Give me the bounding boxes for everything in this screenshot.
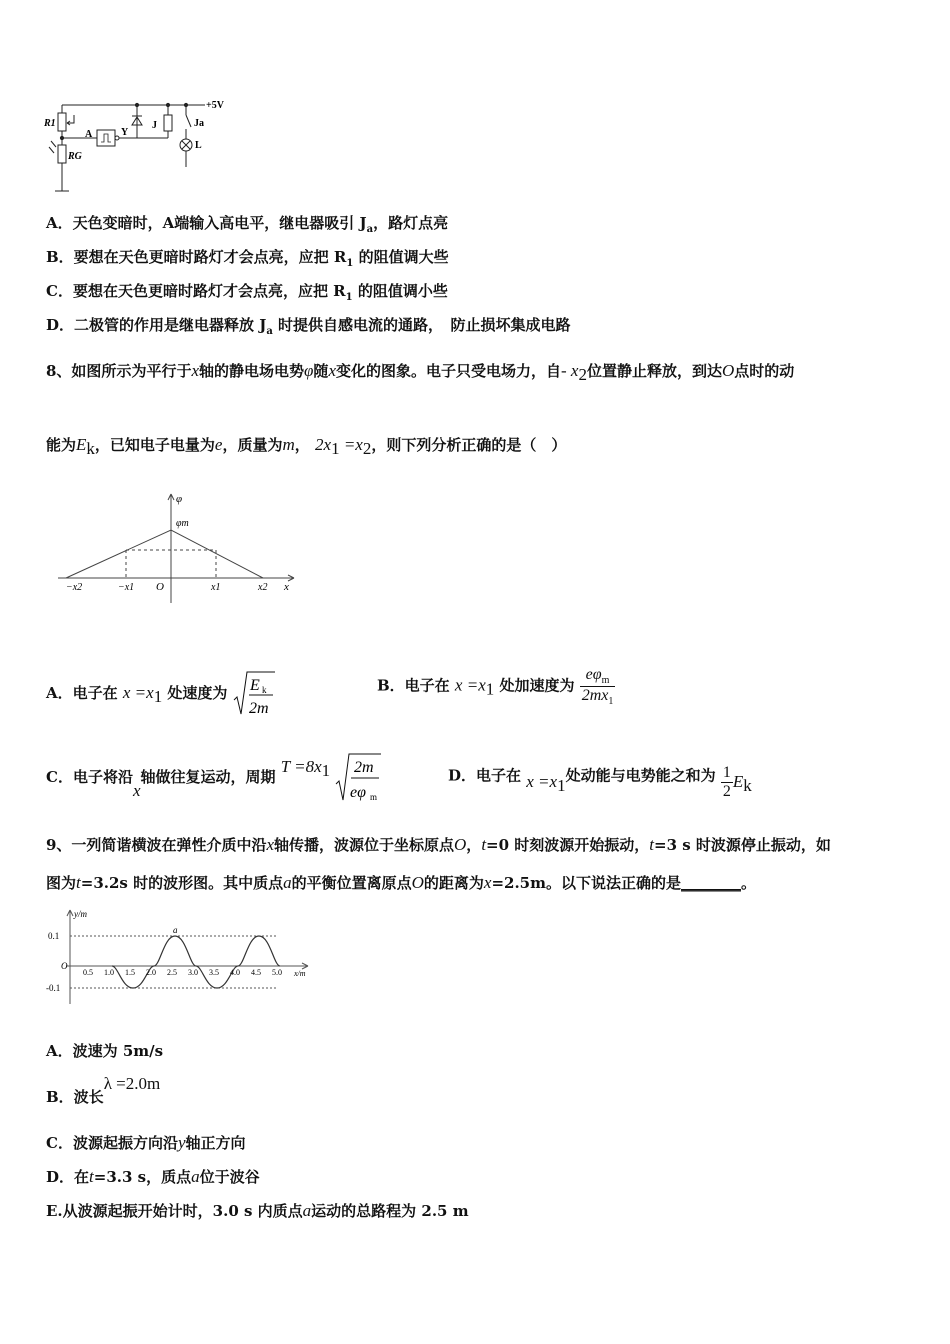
x-tick: 5.0 bbox=[272, 968, 282, 977]
supply-label: +5V bbox=[206, 100, 224, 111]
q7-option-c: C．要想在天色更暗时路灯才会点亮，应把 $R_1$ 的阻值调小些 bbox=[46, 282, 448, 303]
fraction-e-phi-over-2mx: $\frac{e\varphi_m}{2mx_1}$ bbox=[581, 666, 614, 708]
sqrt-ek-over-2m bbox=[233, 668, 275, 720]
q8-option-d: D．电子在 $x =x_1$处动能与电势能之和为 $\frac{1}{2}$ $E_k$ bbox=[448, 764, 752, 800]
q9-option-b: B．波长λ =2.0m bbox=[46, 1074, 161, 1106]
x-tick: 2.5 bbox=[167, 968, 177, 977]
q7-option-d: D．二极管的作用是继电器释放 $J_a$ 时提供自感电流的通路， 防止损坏集成电路 bbox=[46, 316, 571, 337]
y-axis-label: φ bbox=[176, 493, 183, 505]
svg-text:2m: 2m bbox=[248, 700, 269, 717]
sqrt-2m-over-e-phi bbox=[335, 750, 381, 806]
q9-stem-line1: 9、一列简谐横波在弹性介质中沿x轴传播，波源位于坐标原点O，t=0 时刻波源开始振动，t=3 s 时波源停止振动，如 bbox=[46, 835, 831, 854]
point-a-label: a bbox=[173, 925, 178, 935]
peak-label: φm bbox=[176, 518, 189, 529]
j-label: J bbox=[152, 120, 157, 131]
x-axis-label: x bbox=[284, 581, 289, 593]
ja-label: Ja bbox=[194, 118, 204, 129]
tick-origin: O bbox=[156, 581, 164, 593]
wave-curve bbox=[112, 936, 280, 988]
l-label: L bbox=[195, 140, 202, 151]
wave-x-label: x/m bbox=[294, 969, 306, 978]
x-tick: 1.5 bbox=[125, 968, 135, 977]
a-label: A bbox=[85, 129, 93, 140]
y-label: Y bbox=[121, 127, 129, 138]
y-tick-neg: -0.1 bbox=[46, 983, 61, 993]
q8-stem-line2: 能为$E_k$，已知电子电量为e，质量为m， $2x_1 =x_2$，则下列分析正确的是（ ） bbox=[46, 435, 567, 458]
wave-y-label: y/m bbox=[74, 909, 87, 919]
q9-option-e: E.从波源起振开始计时，3.0 s 内质点a运动的总路程为 2.5 m bbox=[46, 1201, 469, 1220]
x-tick: 3.0 bbox=[188, 968, 198, 977]
potential-graph bbox=[58, 488, 308, 608]
svg-text:k: k bbox=[261, 685, 267, 695]
r1-label: R1 bbox=[44, 118, 56, 129]
y-tick-pos: 0.1 bbox=[48, 931, 60, 941]
potential-curve bbox=[66, 530, 263, 578]
y-tick-origin: O bbox=[61, 961, 68, 971]
x-tick: 2.0 bbox=[146, 968, 156, 977]
rg-label: RG bbox=[68, 151, 82, 162]
svg-text:m: m bbox=[370, 792, 378, 802]
q8-option-b: B．电子在 $x =x_1$ 处加速度为 $\frac{e\varphi_m}{2mx_1}$ bbox=[377, 666, 614, 708]
q9-option-c: C．波源起振方向沿y轴正方向 bbox=[46, 1133, 246, 1152]
q8-option-a: A．电子在 $x =x_1$ 处速度为 E k 2m bbox=[46, 668, 275, 720]
wave-graph bbox=[46, 906, 318, 1008]
answer-blank: ________ bbox=[681, 874, 741, 892]
tick-x1: x1 bbox=[211, 582, 221, 593]
tick-x2: x2 bbox=[258, 582, 268, 593]
svg-text:E: E bbox=[249, 677, 260, 694]
q8-stem-line1: 8、如图所示为平行于x轴的静电场电势φ随x变化的图象。电子只受电场力，自- $x_2$位置静止释放，到达O点时的动 bbox=[46, 361, 795, 384]
x-tick: 3.5 bbox=[209, 968, 219, 977]
circuit-diagram bbox=[40, 95, 250, 200]
q9-option-d: D．在t=3.3 s，质点a位于波谷 bbox=[46, 1167, 260, 1186]
q7-option-a: A．天色变暗时，A端输入高电平，继电器吸引 $J_a$，路灯点亮 bbox=[46, 214, 449, 235]
x-tick: 1.0 bbox=[104, 968, 114, 977]
q8-option-c: C．电子将沿x轴做往复运动，周期 $T =8x_1$ 2m eφ m bbox=[46, 750, 381, 806]
q7-option-b: B．要想在天色更暗时路灯才会点亮，应把 $R_1$ 的阻值调大些 bbox=[46, 248, 449, 269]
tick-neg-x2: −x2 bbox=[66, 582, 83, 593]
fraction-one-half: $\frac{1}{2}$ bbox=[722, 764, 731, 800]
q9-stem-line2: 图为t=3.2s 时的波形图。其中质点a的平衡位置离原点O的距离为x=2.5m。以下说法正确的是________。 bbox=[46, 873, 757, 892]
x-tick: 0.5 bbox=[83, 968, 93, 977]
q9-option-a: A．波速为 5m/s bbox=[46, 1042, 164, 1060]
x-tick: 4.0 bbox=[230, 968, 240, 977]
svg-text:2m: 2m bbox=[354, 759, 374, 776]
x-tick: 4.5 bbox=[251, 968, 261, 977]
tick-neg-x1: −x1 bbox=[118, 582, 135, 593]
svg-text:eφ: eφ bbox=[350, 784, 367, 801]
